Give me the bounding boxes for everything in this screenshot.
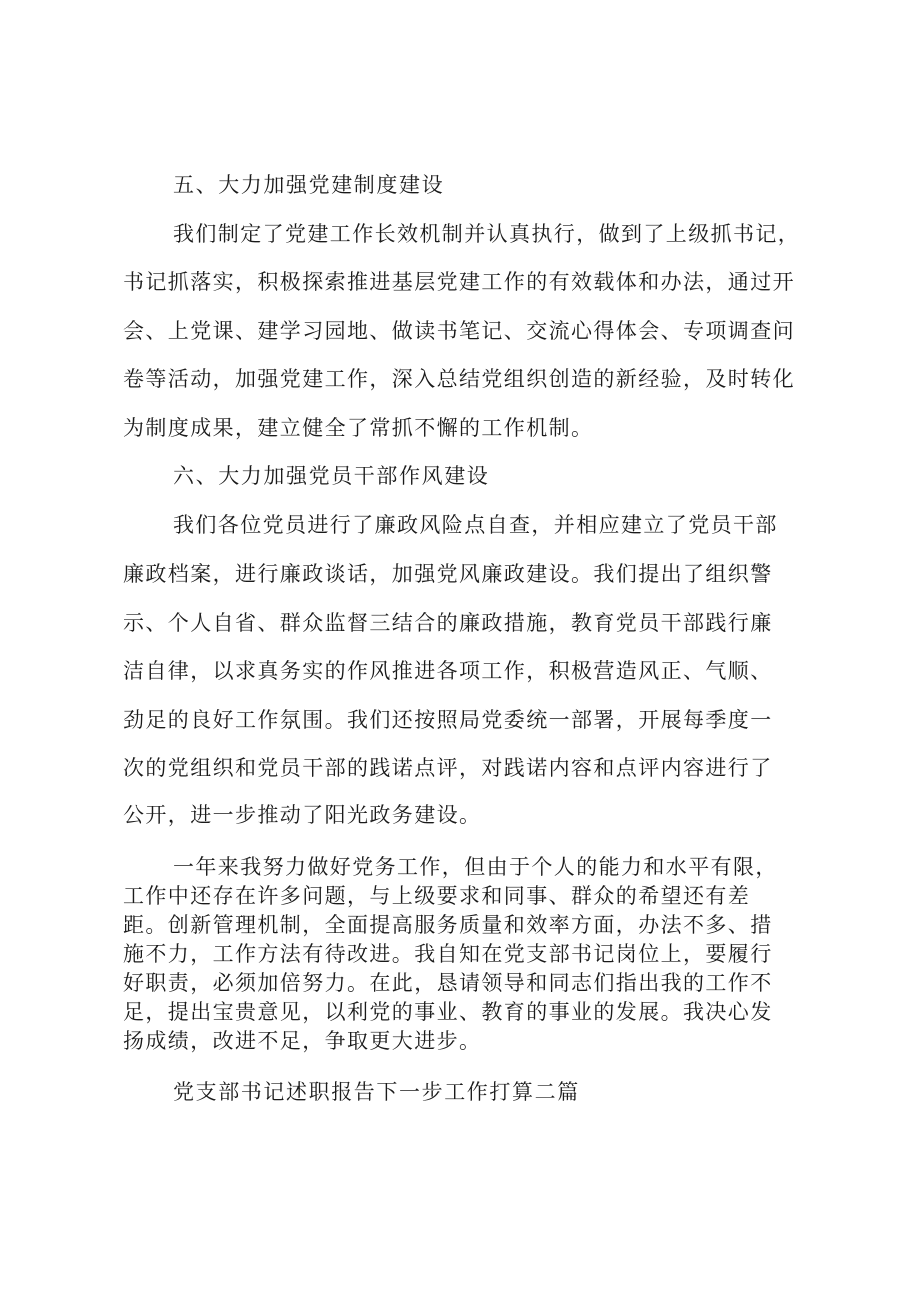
section5-paragraph-line: 我们制定了党建工作长效机制并认真执行，做到了上级抓书记， — [173, 222, 801, 246]
section5-paragraph-line: 卷等活动，加强党建工作，深入总结党组织创造的新经验，及时转化 — [123, 367, 795, 391]
conclusion-paragraph-line: 足，提出宝贵意见，以利党的事业、教育的事业的发展。我决心发 — [123, 1000, 773, 1024]
section5-paragraph-line: 会、上党课、建学习园地、做读书笔记、交流心得体会、专项调查问 — [123, 319, 795, 343]
section6-paragraph-line: 示、个人自省、群众监督三结合的廉政措施，教育党员干部践行廉 — [123, 611, 773, 635]
section5-paragraph-line: 为制度成果，建立健全了常抓不懈的工作机制。 — [123, 416, 594, 440]
section6-paragraph-line: 我们各位党员进行了廉政风险点自查，并相应建立了党员干部 — [173, 513, 778, 537]
section6-paragraph-line: 洁自律，以求真务实的作风推进各项工作，积极营造风正、气顺、 — [123, 659, 773, 683]
conclusion-paragraph-line: 施不力，工作方法有待改进。我自知在党支部书记岗位上，要履行 — [123, 942, 773, 966]
conclusion-paragraph-line: 距。创新管理机制，全面提高服务质量和效率方面，办法不多、措 — [123, 913, 773, 937]
section6-paragraph-line: 次的党组织和党员干部的践诺点评，对践诺内容和点评内容进行了 — [123, 756, 773, 780]
conclusion-paragraph-line: 好职责，必须加倍努力。在此，恳请领导和同志们指出我的工作不 — [123, 971, 773, 995]
section6-paragraph-line: 公开，进一步推动了阳光政务建设。 — [123, 803, 482, 827]
section5-paragraph-line: 书记抓落实，积极探索推进基层党建工作的有效载体和办法，通过开 — [123, 270, 795, 294]
conclusion-paragraph-line: 扬成绩，改进不足，争取更大进步。 — [123, 1029, 482, 1053]
conclusion-paragraph-line: 一年来我努力做好党务工作，但由于个人的能力和水平有限， — [173, 855, 778, 879]
conclusion-paragraph-line: 工作中还存在许多问题，与上级要求和同事、群众的希望还有差 — [123, 884, 751, 908]
section-heading-5: 五、大力加强党建制度建设 — [173, 173, 445, 197]
section6-paragraph-line: 廉政档案，进行廉政谈话，加强党风廉政建设。我们提出了组织警 — [123, 562, 773, 586]
section-heading-6: 六、大力加强党员干部作风建设 — [173, 464, 490, 488]
section6-paragraph-line: 劲足的良好工作氛围。我们还按照局党委统一部署，开展每季度一 — [123, 708, 773, 732]
next-article-title: 党支部书记述职报告下一步工作打算二篇 — [173, 1080, 580, 1104]
